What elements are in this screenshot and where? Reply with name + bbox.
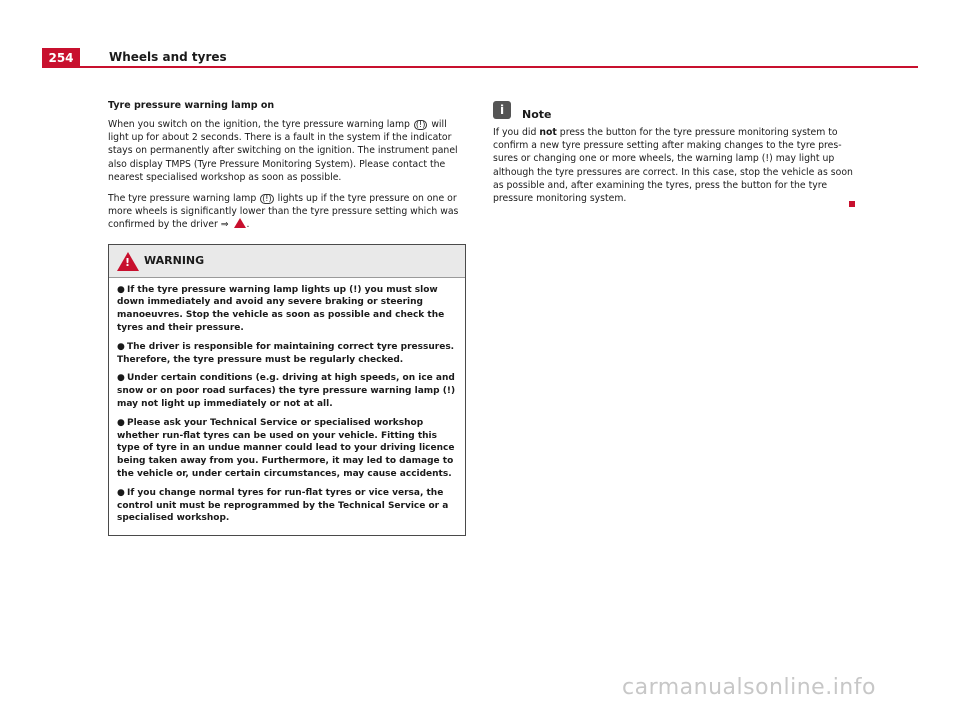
bullet: ● [117,284,125,295]
note-title: Note [522,108,552,121]
note-text-b: press the button for the tyre pressure monitoring system to confirm a new tyre pressure setting after making changes to the tyre pres-sures or changing one or more wheels, the warning lamp (!) may light up although the tyre pressures are correct. In this case, stop the vehicle as soon as possible and, after examining the tyres, press the button for the tyre pressure monitoring system. [493,127,853,205]
page-header [42,48,918,68]
tyre-pressure-lamp-icon: (!) [415,120,426,129]
left-column [108,100,464,536]
paragraph-ignition-a: When you switch on the ignition, the tyre pressure warning lamp [108,119,410,130]
note-paragraph [493,126,859,205]
info-icon: i [493,101,511,119]
warning-item-text: If you change normal tyres for run-flat tyres or vice versa, the control unit must be reprogrammed by the Technical Service or a specialised workshop. [117,487,449,524]
bullet: ● [117,341,125,352]
warning-triangle-icon [117,252,139,271]
warning-item [117,372,459,410]
note-text-bold: not [539,127,557,138]
section-title: Wheels and tyres [109,50,227,64]
note-text-a: If you did [493,127,537,138]
paragraph-ignition-b: will light up for about 2 seconds. There is a fault in the system if the indicator stays on permanently after switching on the ignition. The instrument panel also display TMPS (Tyre Pressure Monitoring System). Please contact the nearest specialised workshop as soon as possible. [108,119,458,183]
page-number: 254 [42,48,80,68]
warning-item-text: If the tyre pressure warning lamp lights up (!) you must slow down immediately and avoid any severe braking or steering manoeuvres. Stop the vehicle as soon as possible and check the tyres and their pressure. [117,284,445,334]
warning-item-text: Under certain conditions (e.g. driving at high speeds, on ice and snow or on poor road surfaces) the tyre pressure warning lamp (!) may not light up immediately or not at all. [117,373,456,409]
warning-item-text: Please ask your Technical Service or specialised workshop whether run-flat tyres can be used on your vehicle. Fitting this type of tyre in an undue manner could lead to your driving licence being taken away from you. Furthermore, it may led to damage to the vehicle or, under certain circumstances, may cause accidents. [117,417,455,479]
warning-item [117,341,459,367]
warning-title: WARNING [144,253,205,267]
bullet: ● [117,373,125,384]
tyre-pressure-lamp-icon: (!) [262,194,272,204]
warning-body [109,278,465,536]
warning-reference-icon[interactable] [234,218,246,228]
paragraph-lamp-b: lights up if the tyre pressure on one or more wheels is significantly lower than the tyre pressure setting which was confirmed by the driver ⇒ [108,193,459,231]
warning-item [117,284,459,335]
subheading: Tyre pressure warning lamp on [108,100,275,111]
watermark: carmanualsonline.info [622,675,876,700]
warning-item-text: The driver is responsible for maintaining correct tyre pressures. Therefore, the tyre pressure must be regularly checked. [117,341,455,365]
note-header [493,101,859,123]
paragraph-ignition [108,118,464,184]
right-column [493,101,859,213]
paragraph-lamp-a: The tyre pressure warning lamp [108,193,257,205]
warning-header [109,245,465,278]
warning-item [117,417,459,481]
paragraph-lamp: The tyre pressure warning lamp (!) lights up if the tyre pressure on one or more wheels is significantly lower than the tyre pressure setting which was confirmed by the driver ⇒ . [108,193,459,231]
bullet: ● [117,417,125,428]
bullet: ● [117,487,125,498]
end-of-section-marker [849,201,855,207]
warning-item [117,487,459,525]
warning-box [108,244,466,537]
